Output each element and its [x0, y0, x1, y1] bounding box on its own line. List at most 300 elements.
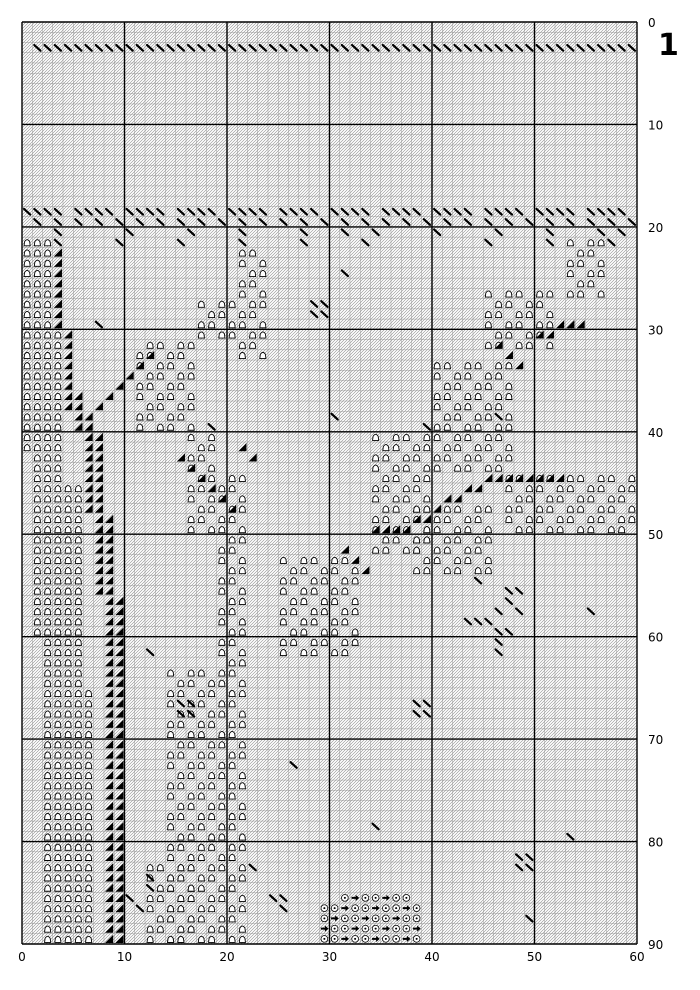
ring-dot-symbol [354, 938, 356, 940]
bell-symbol [65, 537, 71, 543]
bell-symbol [516, 291, 522, 297]
bell-symbol [168, 936, 174, 942]
bell-symbol [75, 813, 81, 819]
bell-symbol [424, 475, 430, 481]
bell-symbol [45, 916, 51, 922]
bell-symbol [209, 752, 215, 758]
bell-symbol [24, 373, 30, 379]
bell-symbol [219, 311, 225, 317]
bell-symbol [45, 803, 51, 809]
bell-symbol [168, 363, 174, 369]
bell-symbol [506, 516, 512, 522]
bell-symbol [373, 486, 379, 492]
bell-symbol [45, 322, 51, 328]
bell-symbol [178, 414, 184, 420]
bell-symbol [239, 936, 245, 942]
bell-symbol [55, 383, 61, 389]
bell-symbol [342, 619, 348, 625]
x-axis-tick-label: 10 [116, 950, 133, 964]
bell-symbol [229, 608, 235, 614]
x-axis-tick-label: 60 [629, 950, 645, 964]
bell-symbol [137, 424, 143, 430]
bell-symbol [198, 455, 204, 461]
bell-symbol [506, 506, 512, 512]
bell-symbol [45, 578, 51, 584]
ring-dot-symbol [385, 938, 387, 940]
bell-symbol [311, 649, 317, 655]
bell-symbol [45, 680, 51, 686]
bell-symbol [86, 865, 92, 871]
bell-symbol [250, 311, 256, 317]
bell-symbol [291, 608, 297, 614]
bell-symbol [424, 506, 430, 512]
bell-symbol [137, 383, 143, 389]
bell-symbol [239, 844, 245, 850]
bell-symbol [178, 742, 184, 748]
bell-symbol [178, 844, 184, 850]
x-axis-tick-label: 0 [18, 950, 26, 964]
bell-symbol [229, 537, 235, 543]
bell-symbol [496, 332, 502, 338]
bell-symbol [45, 588, 51, 594]
bell-symbol [24, 250, 30, 256]
bell-symbol [75, 527, 81, 533]
bell-symbol [45, 424, 51, 430]
bell-symbol [209, 506, 215, 512]
bell-symbol [465, 393, 471, 399]
bell-symbol [475, 537, 481, 543]
bell-symbol [157, 393, 163, 399]
bell-symbol [198, 936, 204, 942]
bell-symbol [65, 936, 71, 942]
bell-symbol [45, 373, 51, 379]
bell-symbol [455, 465, 461, 471]
bell-symbol [55, 875, 61, 881]
bell-symbol [434, 547, 440, 553]
bell-symbol [86, 721, 92, 727]
bell-symbol [424, 496, 430, 502]
bell-symbol [34, 629, 40, 635]
bell-symbol [198, 445, 204, 451]
bell-symbol [455, 383, 461, 389]
bell-symbol [239, 865, 245, 871]
bell-symbol [198, 875, 204, 881]
bell-symbol [219, 926, 225, 932]
bell-symbol [598, 291, 604, 297]
bell-symbol [188, 854, 194, 860]
bell-symbol [45, 332, 51, 338]
bell-symbol [55, 363, 61, 369]
bell-symbol [485, 568, 491, 574]
bell-symbol [55, 506, 61, 512]
bell-symbol [557, 486, 563, 492]
bell-symbol [578, 506, 584, 512]
bell-symbol [424, 557, 430, 563]
bell-symbol [45, 383, 51, 389]
bell-symbol [34, 455, 40, 461]
bell-symbol [219, 588, 225, 594]
bell-symbol [45, 250, 51, 256]
bell-symbol [65, 711, 71, 717]
bell-symbol [209, 690, 215, 696]
bell-symbol [55, 772, 61, 778]
bell-symbol [188, 516, 194, 522]
bell-symbol [168, 352, 174, 358]
bell-symbol [598, 475, 604, 481]
bell-symbol [465, 557, 471, 563]
ring-dot-symbol [416, 938, 418, 940]
bell-symbol [455, 506, 461, 512]
bell-symbol [209, 445, 215, 451]
bell-symbol [260, 260, 266, 266]
ring-dot-symbol [395, 938, 397, 940]
bell-symbol [157, 865, 163, 871]
bell-symbol [45, 527, 51, 533]
bell-symbol [147, 865, 153, 871]
bell-symbol [239, 322, 245, 328]
bell-symbol [506, 383, 512, 389]
bell-symbol [465, 455, 471, 461]
bell-symbol [352, 629, 358, 635]
bell-symbol [198, 731, 204, 737]
bell-symbol [178, 813, 184, 819]
bell-symbol [342, 649, 348, 655]
bell-symbol [465, 424, 471, 430]
bell-symbol [229, 670, 235, 676]
bell-symbol [34, 486, 40, 492]
bell-symbol [229, 629, 235, 635]
bell-symbol [424, 445, 430, 451]
bell-symbol [75, 936, 81, 942]
bell-symbol [239, 496, 245, 502]
bell-symbol [147, 342, 153, 348]
bell-symbol [209, 680, 215, 686]
bell-symbol [86, 690, 92, 696]
bell-symbol [65, 680, 71, 686]
bell-symbol [526, 486, 532, 492]
bell-symbol [45, 711, 51, 717]
bell-symbol [65, 547, 71, 553]
bell-symbol [188, 865, 194, 871]
bell-symbol [209, 834, 215, 840]
bell-symbol [55, 844, 61, 850]
bell-symbol [86, 824, 92, 830]
bell-symbol [301, 598, 307, 604]
bell-symbol [229, 885, 235, 891]
bell-symbol [198, 721, 204, 727]
y-axis-tick-label: 10 [648, 118, 664, 133]
bell-symbol [45, 639, 51, 645]
bell-symbol [239, 352, 245, 358]
bell-symbol [526, 496, 532, 502]
bell-symbol [198, 762, 204, 768]
bell-symbol [198, 506, 204, 512]
bell-symbol [229, 936, 235, 942]
ring-dot-symbol [375, 897, 377, 899]
y-axis-tick-label: 90 [648, 938, 664, 952]
bell-symbol [86, 803, 92, 809]
bell-symbol [229, 824, 235, 830]
bell-symbol [45, 363, 51, 369]
bell-symbol [496, 404, 502, 410]
bell-symbol [55, 434, 61, 440]
bell-symbol [45, 660, 51, 666]
bell-symbol [55, 557, 61, 563]
bell-symbol [485, 557, 491, 563]
bell-symbol [86, 885, 92, 891]
bell-symbol [65, 752, 71, 758]
bell-symbol [219, 803, 225, 809]
bell-symbol [393, 434, 399, 440]
bell-symbol [188, 834, 194, 840]
bell-symbol [34, 588, 40, 594]
bell-symbol [45, 547, 51, 553]
bell-symbol [168, 701, 174, 707]
bell-symbol [588, 240, 594, 246]
bell-symbol [485, 373, 491, 379]
bell-symbol [229, 793, 235, 799]
bell-symbol [465, 363, 471, 369]
bell-symbol [178, 342, 184, 348]
bell-symbol [34, 352, 40, 358]
bell-symbol [86, 916, 92, 922]
bell-symbol [65, 824, 71, 830]
bell-symbol [198, 854, 204, 860]
bell-symbol [567, 506, 573, 512]
bell-symbol [198, 885, 204, 891]
bell-symbol [75, 557, 81, 563]
bell-symbol [475, 547, 481, 553]
bell-symbol [229, 516, 235, 522]
bell-symbol [250, 270, 256, 276]
bell-symbol [424, 537, 430, 543]
bell-symbol [280, 608, 286, 614]
bell-symbol [239, 598, 245, 604]
bell-symbol [198, 701, 204, 707]
bell-symbol [260, 270, 266, 276]
bell-symbol [219, 772, 225, 778]
bell-symbol [168, 424, 174, 430]
bell-symbol [383, 537, 389, 543]
bell-symbol [209, 465, 215, 471]
bell-symbol [414, 506, 420, 512]
bell-symbol [24, 332, 30, 338]
bell-symbol [557, 527, 563, 533]
bell-symbol [537, 486, 543, 492]
bell-symbol [455, 404, 461, 410]
ring-dot-symbol [395, 907, 397, 909]
bell-symbol [86, 926, 92, 932]
bell-symbol [45, 824, 51, 830]
bell-symbol [147, 373, 153, 379]
bell-symbol [188, 895, 194, 901]
bell-symbol [55, 373, 61, 379]
bell-symbol [188, 772, 194, 778]
bell-symbol [168, 916, 174, 922]
bell-symbol [424, 465, 430, 471]
bell-symbol [496, 301, 502, 307]
bell-symbol [34, 414, 40, 420]
bell-symbol [209, 844, 215, 850]
bell-symbol [403, 486, 409, 492]
bell-symbol [178, 875, 184, 881]
ring-dot-symbol [354, 907, 356, 909]
bell-symbol [168, 670, 174, 676]
bell-symbol [45, 865, 51, 871]
bell-symbol [598, 486, 604, 492]
bell-symbol [55, 537, 61, 543]
bell-symbol [188, 455, 194, 461]
bell-symbol [34, 240, 40, 246]
bell-symbol [526, 332, 532, 338]
bell-symbol [444, 547, 450, 553]
bell-symbol [485, 342, 491, 348]
bell-symbol [45, 906, 51, 912]
bell-symbol [188, 670, 194, 676]
bell-symbol [75, 885, 81, 891]
bell-symbol [55, 393, 61, 399]
y-axis-tick-label: 50 [648, 528, 664, 543]
bell-symbol [321, 578, 327, 584]
bell-symbol [45, 445, 51, 451]
bell-symbol [496, 311, 502, 317]
bell-symbol [291, 598, 297, 604]
bell-symbol [75, 783, 81, 789]
bell-symbol [198, 486, 204, 492]
ring-dot-symbol [334, 938, 336, 940]
bell-symbol [34, 578, 40, 584]
bell-symbol [55, 516, 61, 522]
bell-symbol [168, 414, 174, 420]
bell-symbol [209, 496, 215, 502]
bell-symbol [55, 465, 61, 471]
bell-symbol [55, 578, 61, 584]
bell-symbol [55, 649, 61, 655]
bell-symbol [55, 752, 61, 758]
bell-symbol [65, 762, 71, 768]
bell-symbol [219, 854, 225, 860]
bell-symbol [65, 926, 71, 932]
bell-symbol [239, 742, 245, 748]
ring-dot-symbol [385, 907, 387, 909]
bell-symbol [455, 414, 461, 420]
bell-symbol [485, 465, 491, 471]
bell-symbol [24, 281, 30, 287]
bell-symbol [34, 598, 40, 604]
bell-symbol [55, 598, 61, 604]
bell-symbol [434, 404, 440, 410]
bell-symbol [229, 547, 235, 553]
bell-symbol [567, 516, 573, 522]
bell-symbol [86, 742, 92, 748]
bell-symbol [373, 465, 379, 471]
bell-symbol [65, 701, 71, 707]
bell-symbol [86, 752, 92, 758]
bell-symbol [239, 680, 245, 686]
bell-symbol [537, 291, 543, 297]
bell-symbol [229, 598, 235, 604]
bell-symbol [147, 404, 153, 410]
bell-symbol [219, 834, 225, 840]
bell-symbol [229, 322, 235, 328]
bell-symbol [516, 322, 522, 328]
bell-symbol [434, 434, 440, 440]
bell-symbol [229, 486, 235, 492]
bell-symbol [229, 731, 235, 737]
bell-symbol [178, 721, 184, 727]
bell-symbol [45, 731, 51, 737]
bell-symbol [475, 516, 481, 522]
bell-symbol [414, 547, 420, 553]
bell-symbol [403, 547, 409, 553]
bell-symbol [188, 793, 194, 799]
bell-symbol [34, 322, 40, 328]
bell-symbol [209, 772, 215, 778]
bell-symbol [475, 506, 481, 512]
bell-symbol [45, 270, 51, 276]
bell-symbol [229, 690, 235, 696]
bell-symbol [598, 240, 604, 246]
bell-symbol [629, 486, 635, 492]
bell-symbol [34, 311, 40, 317]
bell-symbol [24, 414, 30, 420]
bell-symbol [34, 424, 40, 430]
bell-symbol [45, 772, 51, 778]
bell-symbol [506, 445, 512, 451]
bell-symbol [619, 486, 625, 492]
bell-symbol [280, 649, 286, 655]
bell-symbol [75, 721, 81, 727]
bell-symbol [55, 608, 61, 614]
bell-symbol [506, 393, 512, 399]
bell-symbol [45, 834, 51, 840]
bell-symbol [332, 557, 338, 563]
bell-symbol [239, 690, 245, 696]
bell-symbol [75, 854, 81, 860]
bell-symbol [537, 301, 543, 307]
bell-symbol [45, 895, 51, 901]
bell-symbol [75, 598, 81, 604]
bell-symbol [55, 813, 61, 819]
bell-symbol [178, 865, 184, 871]
bell-symbol [239, 906, 245, 912]
bell-symbol [465, 527, 471, 533]
bell-symbol [219, 608, 225, 614]
bell-symbol [383, 475, 389, 481]
bell-symbol [65, 772, 71, 778]
ring-dot-symbol [375, 928, 377, 930]
bell-symbol [301, 629, 307, 635]
bell-symbol [188, 762, 194, 768]
bell-symbol [34, 475, 40, 481]
bell-symbol [383, 547, 389, 553]
bell-symbol [434, 455, 440, 461]
ring-dot-symbol [334, 907, 336, 909]
bell-symbol [188, 680, 194, 686]
bell-symbol [198, 793, 204, 799]
bell-symbol [526, 516, 532, 522]
bell-symbol [321, 608, 327, 614]
bell-symbol [55, 486, 61, 492]
bell-symbol [414, 455, 420, 461]
bell-symbol [434, 557, 440, 563]
bell-symbol [86, 793, 92, 799]
bell-symbol [455, 537, 461, 543]
bell-symbol [24, 301, 30, 307]
bell-symbol [229, 844, 235, 850]
bell-symbol [280, 619, 286, 625]
ring-dot-symbol [354, 917, 356, 919]
